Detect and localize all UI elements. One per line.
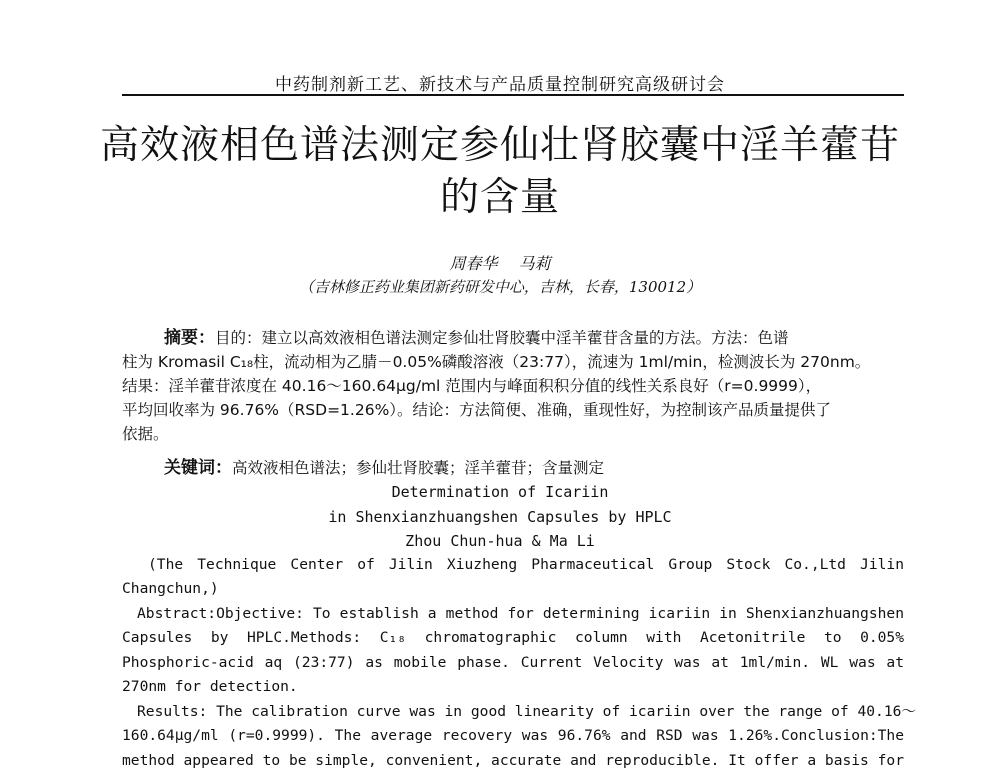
abstract-en-line-2: Capsules by HPLC.Methods: C₁₈ chromatographic column with Acetonitrile to 0.05% — [122, 629, 904, 647]
abstract-cn-line-3: 结果：淫羊藿苷浓度在 40.16～160.64μg/ml 范围内与峰面积积分值的线性关系良好（r=0.9999）， — [122, 377, 822, 395]
affiliation-cn: （吉林修正药业集团新药研发中心，吉林，长春，130012） — [298, 278, 702, 296]
affiliation-en — [122, 553, 904, 602]
abstract-cn-line-1: 摘要：目的：建立以高效液相色谱法测定参仙壮肾胶囊中淫羊藿苷含量的方法。方法：色谱 — [164, 328, 789, 348]
abstract-cn-line-4: 平均回收率为 96.76%（RSD=1.26%）。结论：方法简便、准确，重现性好，为控制该产品质量提供了 — [122, 401, 832, 419]
affiliation-en-line-2: Changchun,) — [122, 580, 219, 598]
abstract-en-line-4: 270nm for detection. — [122, 677, 298, 695]
abstract-en-line-3: Phosphoric-acid aq (23:77) as mobile phase. Current Velocity was at 1ml/min. WL was at — [122, 653, 904, 671]
results-en-line-2: 160.64μg/ml (r=0.9999). The average recovery was 96.76% and RSD was 1.26%.Conclusion:The — [122, 727, 904, 745]
results-en-line-1: Results: The calibration curve was in good linearity of icariin over the range of 40.16～ — [137, 703, 916, 720]
keywords-cn-label: 关键词： — [164, 458, 232, 478]
header-rule — [122, 94, 904, 96]
keywords-cn-text: 高效液相色谱法；参仙壮肾胶囊；淫羊藿苷；含量测定 — [232, 459, 605, 477]
results-en — [122, 700, 916, 773]
abstract-cn-line-2: 柱为 Kromasil C₁₈柱，流动相为乙腈－0.05%磷酸溶液（23:77），流速为 1ml/min，检测波长为 270nm。 — [122, 353, 871, 371]
paper-title-line-2: 的含量 — [439, 175, 560, 220]
paper-title — [0, 120, 1000, 224]
keywords-cn — [122, 456, 904, 480]
results-en-line-3: method appeared to be simple, convenient, accurate and reproducible. It offer a basis for — [122, 751, 904, 769]
title-en-line-1: Determination of Icariin — [391, 483, 609, 501]
paper-title-line-1: 高效液相色谱法测定参仙壮肾胶囊中淫羊藿苷 — [99, 123, 900, 168]
affiliation-en-line-1: (The Technique Center of Jilin Xiuzheng Pharmaceutical Group Stock Co.,Ltd Jilin — [148, 556, 904, 573]
title-en-line-2: in Shenxianzhuangshen Capsules by HPLC — [328, 508, 672, 526]
authors-cn: 周春华 马莉 — [449, 254, 551, 273]
abstract-cn-label: 摘要： — [164, 328, 215, 348]
abstract-en-line-1: Abstract:Objective: To establish a method for determining icariin in Shenxianzhuangshen — [137, 605, 904, 622]
abstract-cn-line-5: 依据。 — [122, 425, 169, 443]
journal-header: 中药制剂新工艺、新技术与产品质量控制研究高级研讨会 — [275, 75, 725, 95]
authors-en: Zhou Chun-hua & Ma Li — [405, 532, 595, 550]
abstract-en — [122, 602, 904, 699]
abstract-cn — [122, 326, 904, 446]
